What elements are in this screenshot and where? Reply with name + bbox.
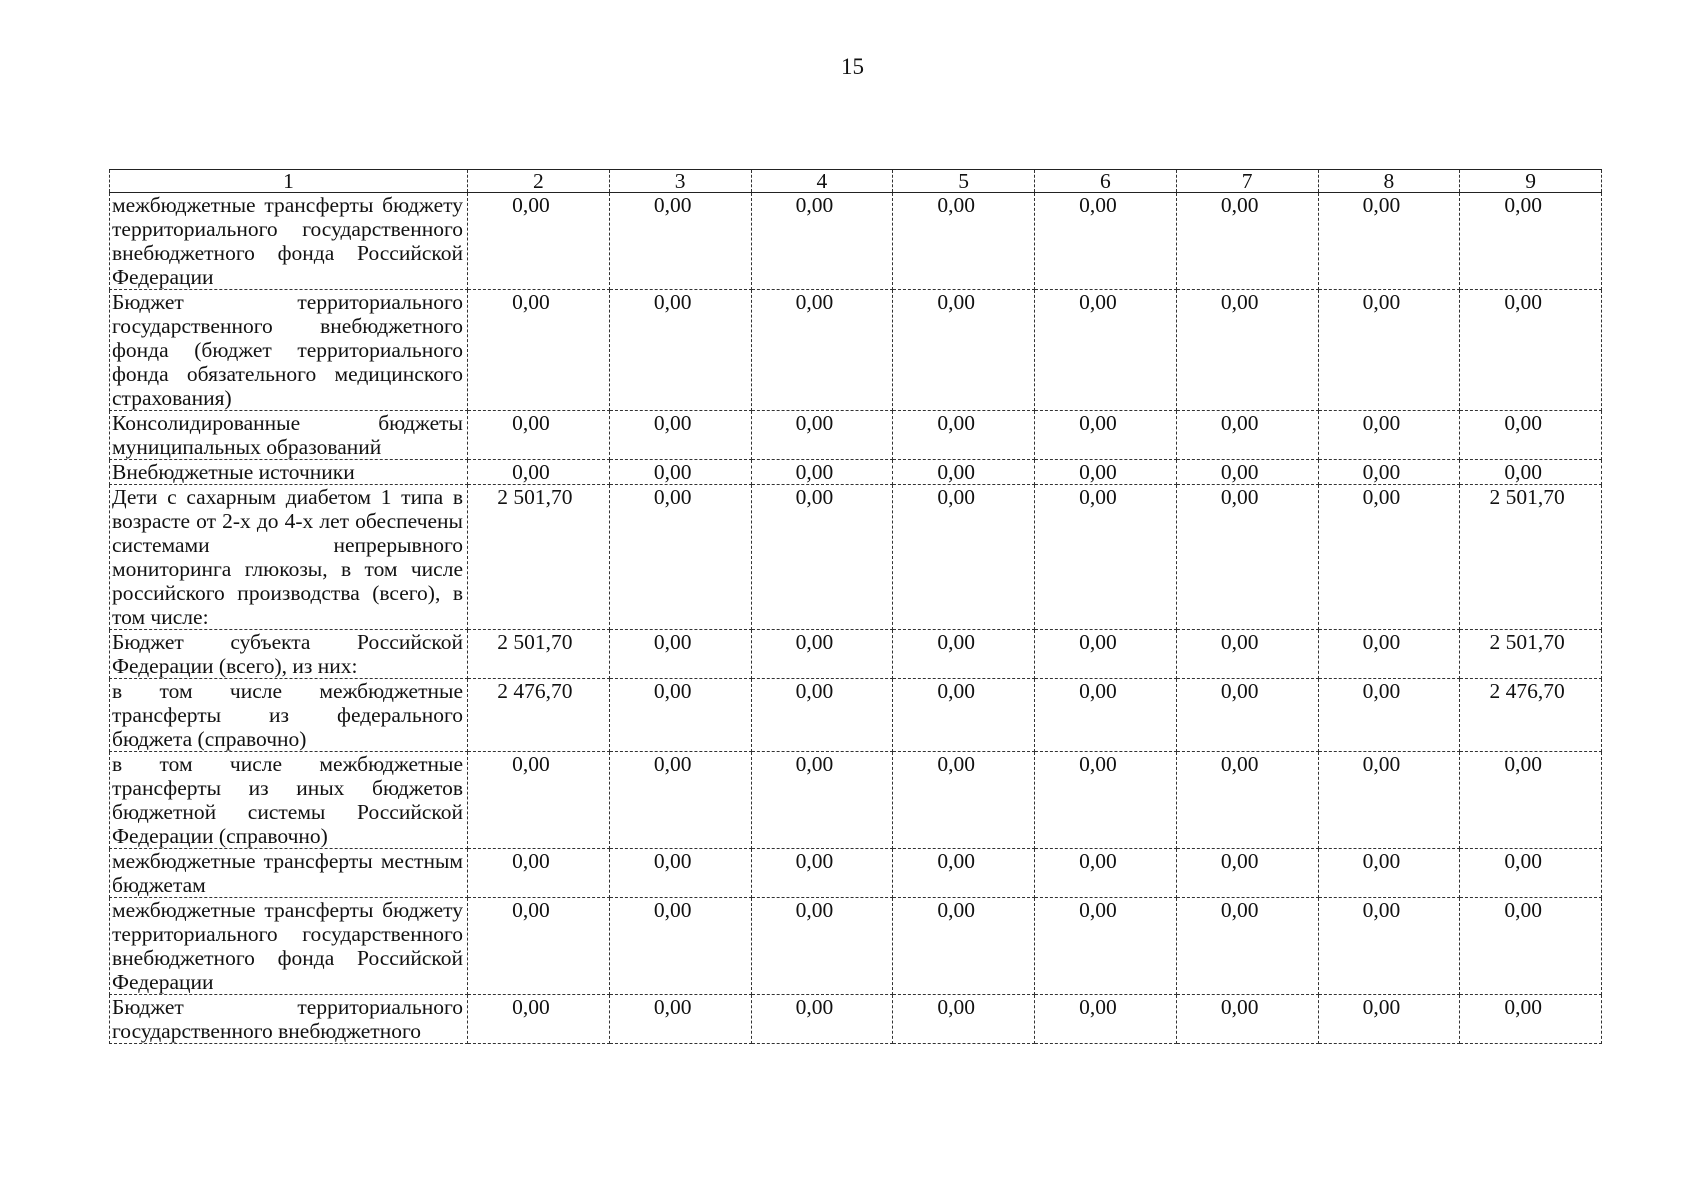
value-cell: 0,00 bbox=[1176, 849, 1318, 898]
value-cell: 0,00 bbox=[1035, 679, 1177, 752]
value-cell: 0,00 bbox=[1176, 411, 1318, 460]
value-cell: 0,00 bbox=[893, 460, 1035, 485]
value-cell: 0,00 bbox=[1035, 460, 1177, 485]
value-cell: 0,00 bbox=[751, 630, 893, 679]
page-number: 15 bbox=[841, 54, 864, 79]
row-label: Дети с сахарным диабетом 1 типа в возрасте от 2-х до 4-х лет обеспечены системами непрерывного мониторинга глюкозы, в том числе российского производства (всего), в том числе: bbox=[110, 485, 468, 630]
value-cell: 0,00 bbox=[609, 290, 751, 411]
value-cell: 2 501,70 bbox=[1460, 485, 1602, 630]
table-row bbox=[110, 679, 1602, 752]
value-cell: 0,00 bbox=[1176, 995, 1318, 1044]
value-cell: 0,00 bbox=[468, 460, 610, 485]
value-cell: 0,00 bbox=[1460, 898, 1602, 995]
value-cell: 0,00 bbox=[751, 193, 893, 290]
value-cell: 0,00 bbox=[751, 290, 893, 411]
value-cell: 0,00 bbox=[893, 679, 1035, 752]
value-cell: 0,00 bbox=[1318, 411, 1460, 460]
table-row bbox=[110, 460, 1602, 485]
value-cell: 2 476,70 bbox=[468, 679, 610, 752]
value-cell: 0,00 bbox=[1035, 411, 1177, 460]
value-cell: 0,00 bbox=[1035, 193, 1177, 290]
value-cell: 0,00 bbox=[609, 898, 751, 995]
value-cell: 0,00 bbox=[1176, 460, 1318, 485]
table-row bbox=[110, 849, 1602, 898]
value-cell: 0,00 bbox=[751, 995, 893, 1044]
row-label: в том числе межбюджетные трансферты из иных бюджетов бюджетной системы Российской Федерации (справочно) bbox=[110, 752, 468, 849]
value-cell: 0,00 bbox=[1035, 898, 1177, 995]
value-cell: 0,00 bbox=[1176, 898, 1318, 995]
table-row bbox=[110, 290, 1602, 411]
value-cell: 0,00 bbox=[609, 995, 751, 1044]
value-cell: 0,00 bbox=[1318, 460, 1460, 485]
row-label: межбюджетные трансферты бюджету территориального государственного внебюджетного фонда Российской Федерации bbox=[110, 193, 468, 290]
row-label: Консолидированные бюджеты муниципальных образований bbox=[110, 411, 468, 460]
value-cell: 2 476,70 bbox=[1460, 679, 1602, 752]
value-cell: 0,00 bbox=[1318, 849, 1460, 898]
table-row bbox=[110, 995, 1602, 1044]
value-cell: 0,00 bbox=[893, 193, 1035, 290]
budget-table bbox=[109, 169, 1602, 1044]
value-cell: 0,00 bbox=[751, 460, 893, 485]
value-cell: 0,00 bbox=[893, 485, 1035, 630]
value-cell: 0,00 bbox=[893, 898, 1035, 995]
value-cell: 0,00 bbox=[1318, 752, 1460, 849]
value-cell: 0,00 bbox=[609, 752, 751, 849]
row-label: в том числе межбюджетные трансферты из федерального бюджета (справочно) bbox=[110, 679, 468, 752]
value-cell: 0,00 bbox=[609, 411, 751, 460]
row-label: Бюджет субъекта Российской Федерации (всего), из них: bbox=[110, 630, 468, 679]
value-cell: 2 501,70 bbox=[468, 485, 610, 630]
value-cell: 0,00 bbox=[1176, 679, 1318, 752]
value-cell: 0,00 bbox=[468, 849, 610, 898]
value-cell: 0,00 bbox=[1460, 995, 1602, 1044]
value-cell: 0,00 bbox=[1176, 630, 1318, 679]
column-number: 7 bbox=[1176, 170, 1318, 193]
value-cell: 0,00 bbox=[1318, 679, 1460, 752]
value-cell: 0,00 bbox=[1176, 752, 1318, 849]
value-cell: 0,00 bbox=[893, 411, 1035, 460]
column-number: 2 bbox=[468, 170, 610, 193]
value-cell: 0,00 bbox=[751, 485, 893, 630]
column-number: 5 bbox=[893, 170, 1035, 193]
value-cell: 0,00 bbox=[468, 752, 610, 849]
value-cell: 0,00 bbox=[1035, 290, 1177, 411]
value-cell: 0,00 bbox=[468, 898, 610, 995]
value-cell: 0,00 bbox=[609, 193, 751, 290]
value-cell: 0,00 bbox=[468, 290, 610, 411]
value-cell: 0,00 bbox=[468, 411, 610, 460]
column-number-row bbox=[110, 170, 1602, 193]
value-cell: 0,00 bbox=[1318, 898, 1460, 995]
value-cell: 0,00 bbox=[751, 849, 893, 898]
value-cell: 0,00 bbox=[893, 752, 1035, 849]
value-cell: 0,00 bbox=[609, 849, 751, 898]
value-cell: 0,00 bbox=[468, 193, 610, 290]
value-cell: 0,00 bbox=[468, 995, 610, 1044]
value-cell: 0,00 bbox=[893, 995, 1035, 1044]
column-number: 1 bbox=[110, 170, 468, 193]
row-label: Внебюджетные источники bbox=[110, 460, 468, 485]
value-cell: 0,00 bbox=[893, 849, 1035, 898]
value-cell: 0,00 bbox=[609, 679, 751, 752]
value-cell: 0,00 bbox=[1035, 630, 1177, 679]
value-cell: 0,00 bbox=[609, 460, 751, 485]
value-cell: 0,00 bbox=[751, 752, 893, 849]
table-row bbox=[110, 485, 1602, 630]
value-cell: 0,00 bbox=[1460, 460, 1602, 485]
table-row bbox=[110, 752, 1602, 849]
value-cell: 0,00 bbox=[1176, 193, 1318, 290]
column-number: 3 bbox=[609, 170, 751, 193]
value-cell: 0,00 bbox=[1318, 193, 1460, 290]
value-cell: 0,00 bbox=[1460, 752, 1602, 849]
table-row bbox=[110, 898, 1602, 995]
table-row bbox=[110, 630, 1602, 679]
value-cell: 0,00 bbox=[751, 411, 893, 460]
value-cell: 2 501,70 bbox=[468, 630, 610, 679]
column-number: 6 bbox=[1035, 170, 1177, 193]
table-row bbox=[110, 411, 1602, 460]
row-label: межбюджетные трансферты местным бюджетам bbox=[110, 849, 468, 898]
table-row bbox=[110, 193, 1602, 290]
value-cell: 0,00 bbox=[1176, 485, 1318, 630]
value-cell: 0,00 bbox=[1318, 485, 1460, 630]
value-cell: 0,00 bbox=[1035, 995, 1177, 1044]
value-cell: 0,00 bbox=[1460, 849, 1602, 898]
row-label: Бюджет территориального государственного внебюджетного bbox=[110, 995, 468, 1044]
row-label: Бюджет территориального государственного внебюджетного фонда (бюджет территориального фонда обязательного медицинского страхования) bbox=[110, 290, 468, 411]
value-cell: 0,00 bbox=[1460, 290, 1602, 411]
value-cell: 0,00 bbox=[1460, 411, 1602, 460]
value-cell: 0,00 bbox=[1035, 485, 1177, 630]
value-cell: 0,00 bbox=[1176, 290, 1318, 411]
column-number: 8 bbox=[1318, 170, 1460, 193]
value-cell: 0,00 bbox=[609, 630, 751, 679]
value-cell: 2 501,70 bbox=[1460, 630, 1602, 679]
value-cell: 0,00 bbox=[1318, 995, 1460, 1044]
row-label: межбюджетные трансферты бюджету территориального государственного внебюджетного фонда Российской Федерации bbox=[110, 898, 468, 995]
value-cell: 0,00 bbox=[751, 898, 893, 995]
column-number: 4 bbox=[751, 170, 893, 193]
value-cell: 0,00 bbox=[893, 290, 1035, 411]
value-cell: 0,00 bbox=[1035, 752, 1177, 849]
value-cell: 0,00 bbox=[1460, 193, 1602, 290]
value-cell: 0,00 bbox=[893, 630, 1035, 679]
value-cell: 0,00 bbox=[751, 679, 893, 752]
value-cell: 0,00 bbox=[1035, 849, 1177, 898]
value-cell: 0,00 bbox=[1318, 630, 1460, 679]
value-cell: 0,00 bbox=[609, 485, 751, 630]
column-number: 9 bbox=[1460, 170, 1602, 193]
value-cell: 0,00 bbox=[1318, 290, 1460, 411]
